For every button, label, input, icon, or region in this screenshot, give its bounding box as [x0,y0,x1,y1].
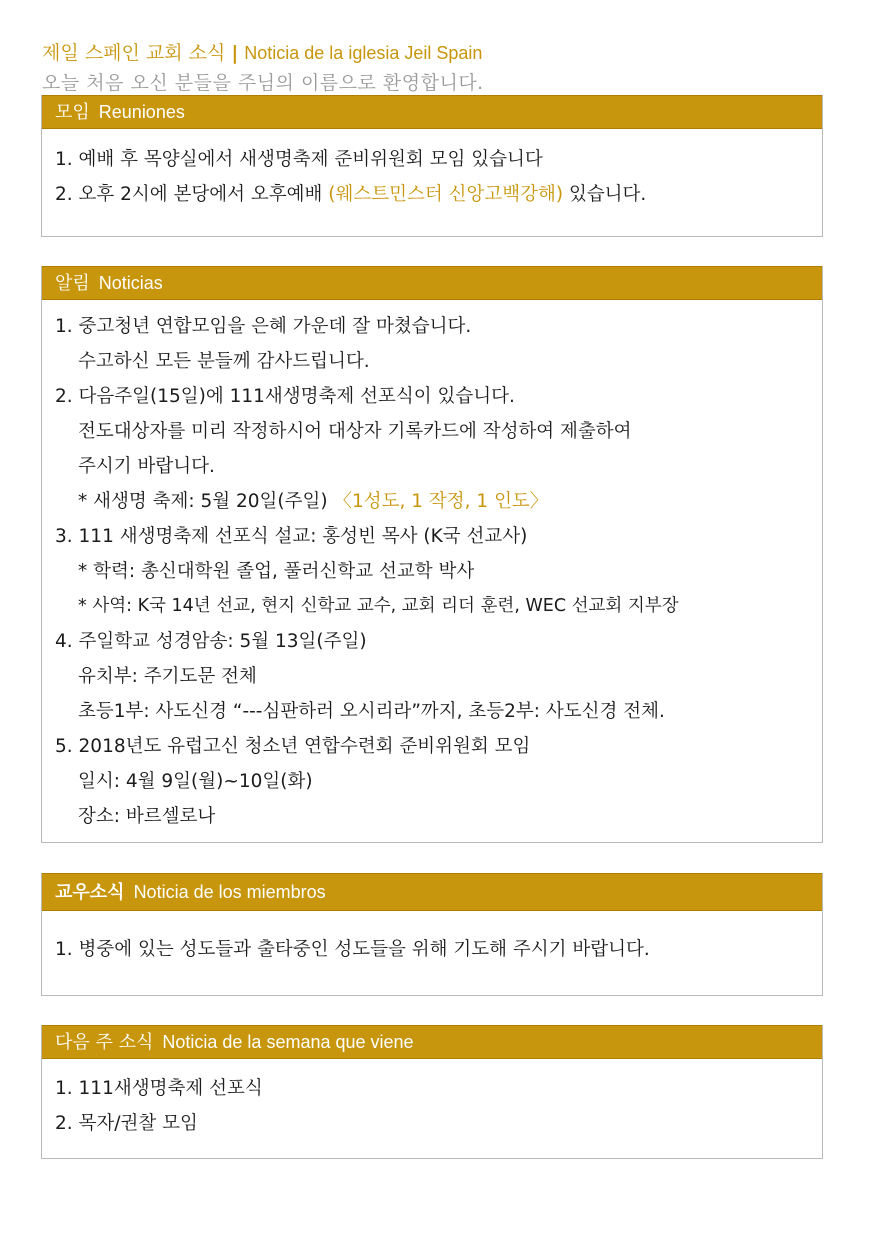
list-item: 3. 111 새생명축제 선포식 설교: 홍성빈 목사 (K국 선교사) [55,526,528,547]
section-miembros [41,873,823,996]
welcome-message: 오늘 처음 오신 분들을 주님의 이름으로 환영합니다. [42,72,484,94]
list-item-text: * 새생명 축제: 5월 20일(주일) [78,491,334,512]
list-item: 1. 병중에 있는 성도들과 출타중인 성도들을 위해 기도해 주시기 바랍니다. [55,939,650,960]
list-item: 수고하신 모든 분들께 감사드립니다. [78,351,370,372]
list-item: 유치부: 주기도문 전체 [78,666,257,687]
list-item: 1. 111새생명축제 선포식 [55,1078,263,1099]
list-item: * 사역: K국 14년 선교, 현지 신학교 교수, 교회 리더 훈련, WEC 선교회 지부장 [78,596,679,616]
title-korean: 제일 스페인 교회 소식 [42,42,226,64]
section-header-semana [42,1025,822,1059]
section-body [42,1059,822,1141]
section-header-reuniones [42,95,822,129]
section-noticias [41,266,823,843]
section-header-miembros [42,873,822,911]
list-item: 5. 2018년도 유럽고신 청소년 연합수련회 준비위원회 모임 [55,736,531,757]
section-body [42,911,822,967]
highlight-text: 〈1성도, 1 작정, 1 인도〉 [333,491,549,512]
list-item: 주시기 바랍니다. [78,456,215,477]
list-item: 1. 예배 후 목양실에서 새생명축제 준비위원회 모임 있습니다 [55,149,543,170]
list-item [55,484,810,519]
list-item: 4. 주일학교 성경암송: 5월 13일(주일) [55,631,367,652]
list-item-text: 2. 오후 2시에 본당에서 오후예배 [55,184,329,205]
section-label-es: Noticias [98,273,163,293]
section-header-noticias [42,266,822,300]
list-item: * 학력: 총신대학원 졸업, 풀러신학교 선교학 박사 [78,561,475,582]
list-item [55,177,810,212]
section-label-es: Noticia de la semana que viene [162,1032,414,1052]
list-item: 초등1부: 사도신경 “---심판하러 오시리라”까지, 초등2부: 사도신경 전체. [78,701,665,722]
title-spanish: Noticia de la iglesia Jeil Spain [244,43,483,63]
list-item: 2. 다음주일(15일)에 111새생명축제 선포식이 있습니다. [55,386,515,407]
section-label-es: Reuniones [98,102,185,122]
list-item: 장소: 바르셀로나 [78,806,216,827]
list-item: 1. 중고청년 연합모임을 은혜 가운데 잘 마쳤습니다. [55,316,472,337]
list-item: 2. 목자/권찰 모임 [55,1113,198,1134]
list-item: 일시: 4월 9일(월)~10일(화) [78,771,313,792]
section-label-ko: 알림 [55,273,90,294]
highlight-text: (웨스트민스터 신앙고백강해) [328,184,564,205]
section-label-es: Noticia de los miembros [133,882,326,902]
section-label-ko: 다음 주 소식 [55,1032,154,1053]
list-item: 전도대상자를 미리 작정하시어 대상자 기록카드에 작성하여 제출하여 [78,421,632,442]
page-title [42,38,482,65]
list-item-tail: 있습니다. [563,184,647,205]
section-label-ko: 모임 [55,102,90,123]
section-body [42,300,822,834]
section-body [42,129,822,212]
section-label-ko: 교우소식 [55,882,125,903]
section-semana [41,1025,823,1159]
title-separator: | [231,42,239,64]
section-reuniones [41,95,823,237]
